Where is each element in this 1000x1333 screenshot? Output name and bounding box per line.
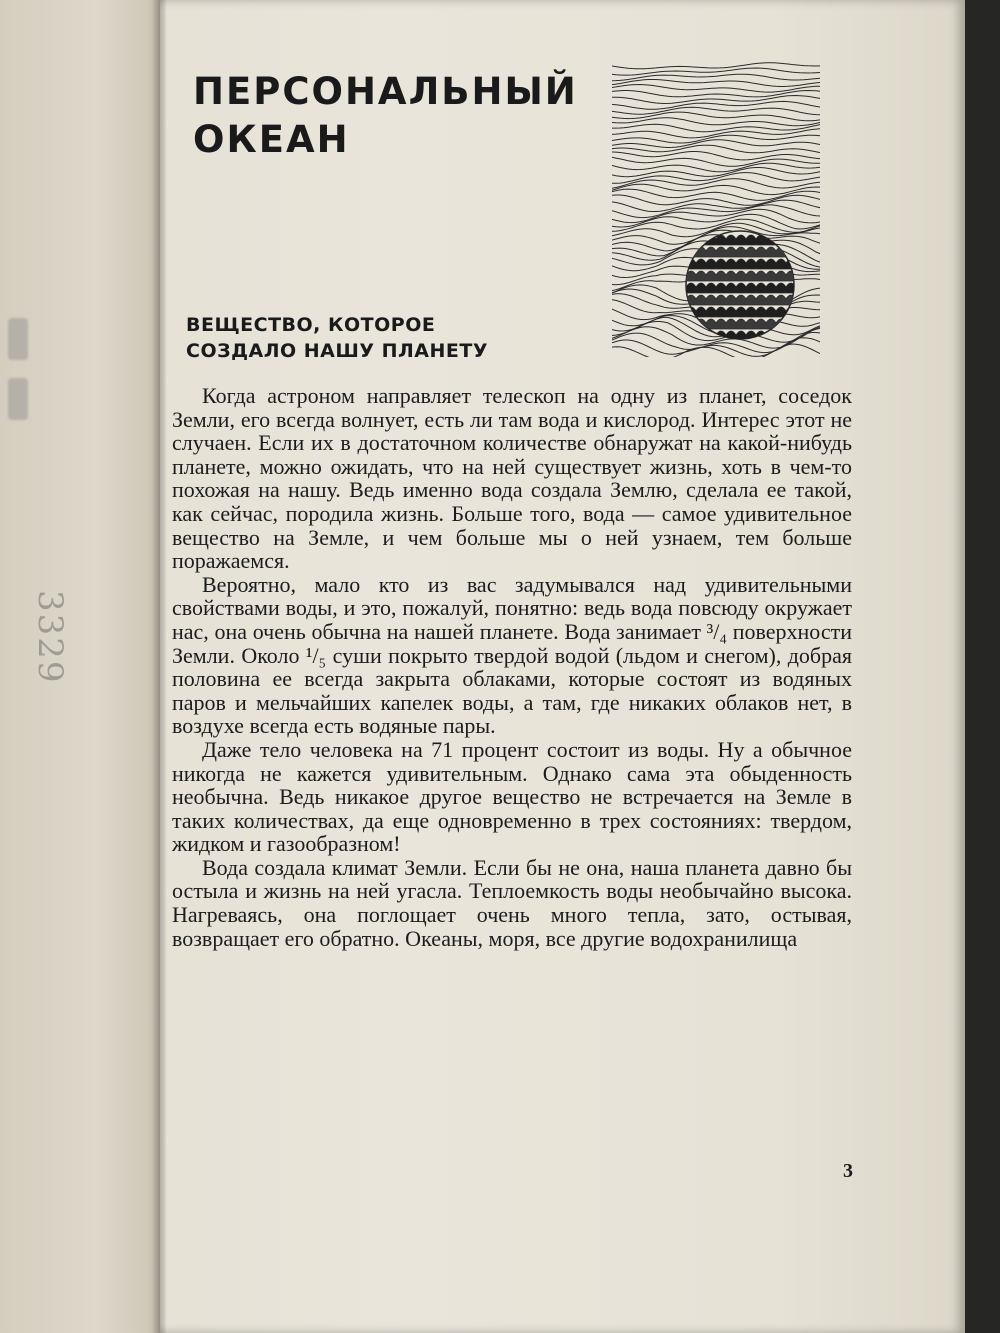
page-gutter: [0, 0, 160, 1333]
page-title-line: ОКЕАН: [193, 118, 350, 161]
wave-line: [612, 189, 820, 200]
page-number: 3: [843, 1160, 853, 1182]
page-title: [193, 68, 578, 164]
wave-line: [612, 179, 820, 189]
globe-wave-row: [686, 247, 796, 257]
wave-line: [612, 101, 820, 109]
wave-line: [612, 157, 820, 166]
paragraph: Даже тело человека на 71 процент состоит из воды. Ну а обычное никогда не кажется удивительным. Однако сама эта обыденность необычна. Ведь никакое другое вещество не встречается на Земле в таких количествах, да еще одновременно в трех состояниях: твердом, жидком и газообразном!: [172, 736, 852, 857]
globe-wave-row: [686, 295, 796, 305]
section-subtitle: [186, 312, 488, 364]
wave-line: [612, 85, 820, 93]
section-subtitle-line: ВЕЩЕСТВО, КОТОРОЕ: [186, 314, 436, 336]
globe-wave-row: [686, 283, 796, 293]
wave-line: [612, 145, 820, 153]
paragraph: Вероятно, мало кто из вас задумывался над удивительными свойствами воды, и это, пожалуй, понятно: ведь вода повсюду окружает нас, она очень обычна на нашей планете. Вода занимает ³/₄ поверхности Земли. Около ¹/₅ суши покрыто твердой водой (льдом и снегом), добрая половина ее всегда закрыта облаками, которые состоят из водяных паров и мельчайших капелек воды, а там, где никаких облаков нет, в воздухе всегда есть водяные пары.: [172, 571, 852, 739]
globe-wave-row: [686, 259, 796, 269]
paragraph: Когда астроном направляет телескоп на одну из планет, соседок Земли, его всегда волнует, есть ли там вода и кислород. Интерес этот не случаен. Если их в достаточном количестве обнаружат на какой-нибудь планете, можно ожидать, что на ней существует жизнь, хоть в чем-то похожая на нашу. Ведь именно вода создала Землю, сделала ее такой, как сейчас, породила жизнь. Больше того, вода — самое удивительное вещество на Земле, и чем больше мы о ней узнаем, тем больше поражаемся.: [172, 383, 852, 574]
page-fold-shadow: [152, 0, 166, 1333]
wave-line: [612, 338, 820, 357]
wavy-lines-planet-illustration: [612, 62, 820, 357]
section-subtitle-line: СОЗДАЛО НАШУ ПЛАНЕТУ: [186, 340, 488, 362]
wave-line: [612, 152, 820, 160]
wave-line: [612, 135, 820, 143]
wave-line: [612, 96, 820, 104]
globe-wave-row: [686, 307, 796, 317]
wave-line: [612, 184, 820, 194]
wave-line: [612, 112, 820, 121]
wave-line: [612, 80, 820, 87]
wave-line: [612, 63, 820, 69]
body-text: [172, 384, 852, 950]
paragraph: Вода создала климат Земли. Если бы не она, наша планета давно бы остыла и жизнь на ней угасла. Теплоемкость воды необычайно высока. Нагреваясь, она поглощает очень много тепла, зато, остывая, возвращает его обратно. Океаны, моря, все другие водохранилища: [172, 854, 852, 951]
wave-line: [612, 344, 820, 357]
globe-waves: [686, 235, 796, 341]
wave-line: [612, 200, 820, 211]
globe-wave-row: [686, 271, 796, 281]
page-title-line: ПЕРСОНАЛЬНЫЙ: [193, 70, 578, 113]
bleed-through-mark: [8, 378, 28, 420]
bleed-through-mark: [8, 318, 28, 360]
margin-pencil-note: 3329: [30, 590, 70, 685]
